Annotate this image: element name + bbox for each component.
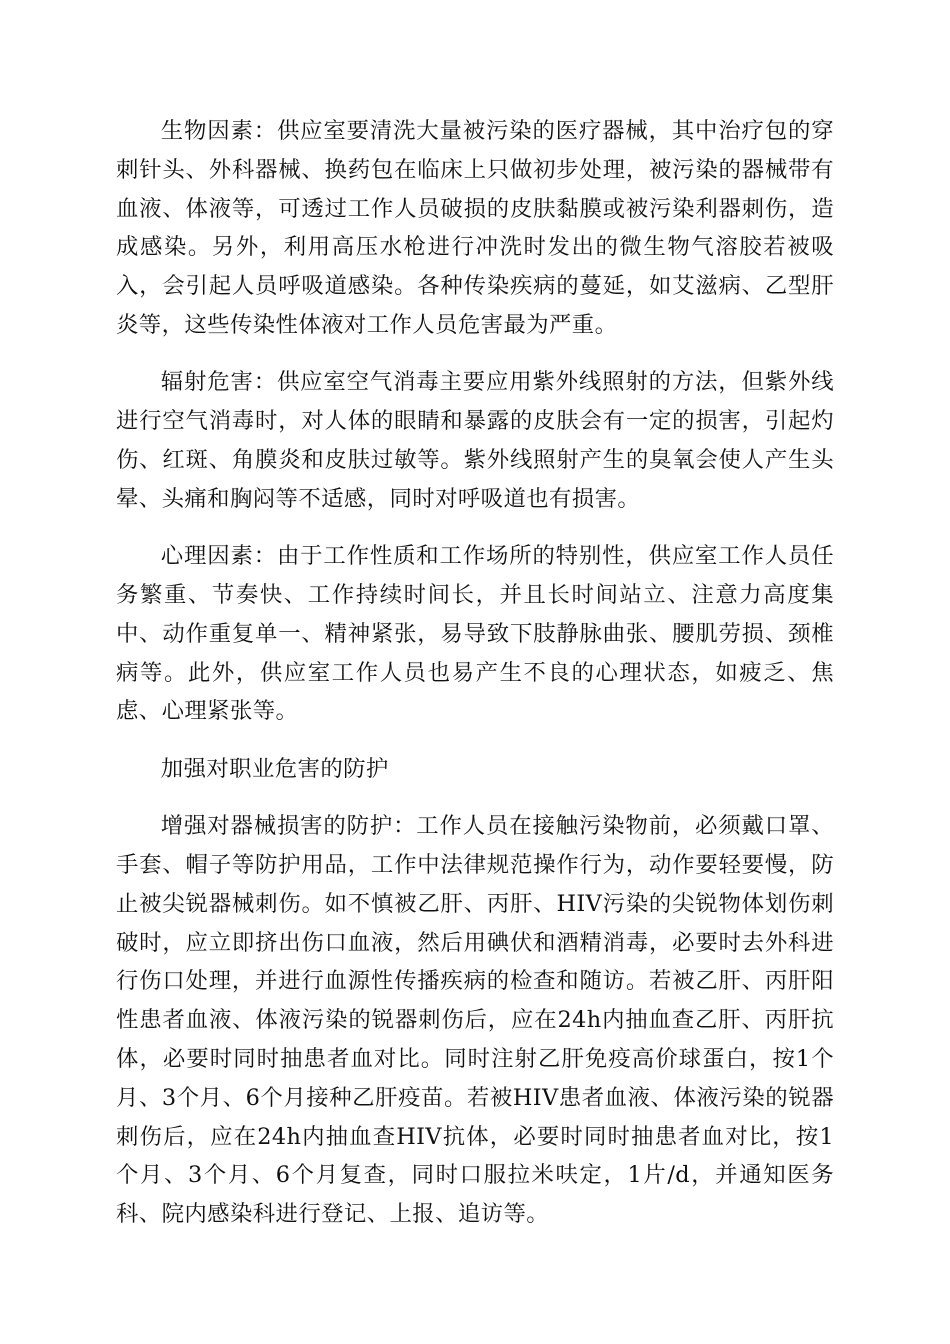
paragraph-psychological-factors: 心理因素：由于工作性质和工作场所的特别性，供应室工作人员任务繁重、节奏快、工作持续时间长，并且长时间站立、注意力高度集中、动作重复单一、精神紧张，易导致下肢静脉曲张、腰肌劳损、颈椎病等。此外，供应室工作人员也易产生不良的心理状态，如疲乏、焦虑、心理紧张等。 — [116, 543, 834, 725]
paragraph-instrument-protection: 增强对器械损害的防护：工作人员在接触污染物前，必须戴口罩、手套、帽子等防护用品，工作中法律规范操作行为，动作要轻要慢，防止被尖锐器械刺伤。如不慎被乙肝、丙肝、HIV污染的尖锐物体划伤刺破时，应立即挤出伤口血液，然后用碘伏和酒精消毒，必要时去外科进行伤口处理，并进行血源性传播疾病的检查和随访。若被乙肝、丙肝阳性患者血液、体液污染的锐器刺伤后，应在24h内抽血查乙肝、丙肝抗体，必要时同时抽患者血对比。同时注射乙肝免疫高价球蛋白，按1个月、3个月、6个月接种乙肝疫苗。若被HIV患者血液、体液污染的锐器刺伤后，应在24h内抽血查HIV抗体，必要时同时抽患者血对比，按1个月、3个月、6个月复查，同时口服拉米呋定，1片/d，并通知医务科、院内感染科进行登记、上报、追访等。 — [116, 813, 834, 1228]
document-body — [116, 112, 834, 1252]
section-heading: 加强对职业危害的防护 — [160, 755, 389, 782]
paragraph-biological-factors: 生物因素：供应室要清洗大量被污染的医疗器械，其中治疗包的穿刺针头、外科器械、换药包在临床上只做初步处理，被污染的器械带有血液、体液等，可透过工作人员破损的皮肤黏膜或被污染利器刺伤，造成感染。另外，利用高压水枪进行冲洗时发出的微生物气溶胶若被吸入，会引起人员呼吸道感染。各种传染疾病的蔓延，如艾滋病、乙型肝炎等，这些传染性体液对工作人员危害最为严重。 — [116, 118, 834, 338]
paragraph-radiation-hazards: 辐射危害：供应室空气消毒主要应用紫外线照射的方法，但紫外线进行空气消毒时，对人体的眼睛和暴露的皮肤会有一定的损害，引起灼伤、红斑、角膜炎和皮肤过敏等。紫外线照射产生的臭氧会使人产生头晕、头痛和胸闷等不适感，同时对呼吸道也有损害。 — [116, 369, 834, 512]
